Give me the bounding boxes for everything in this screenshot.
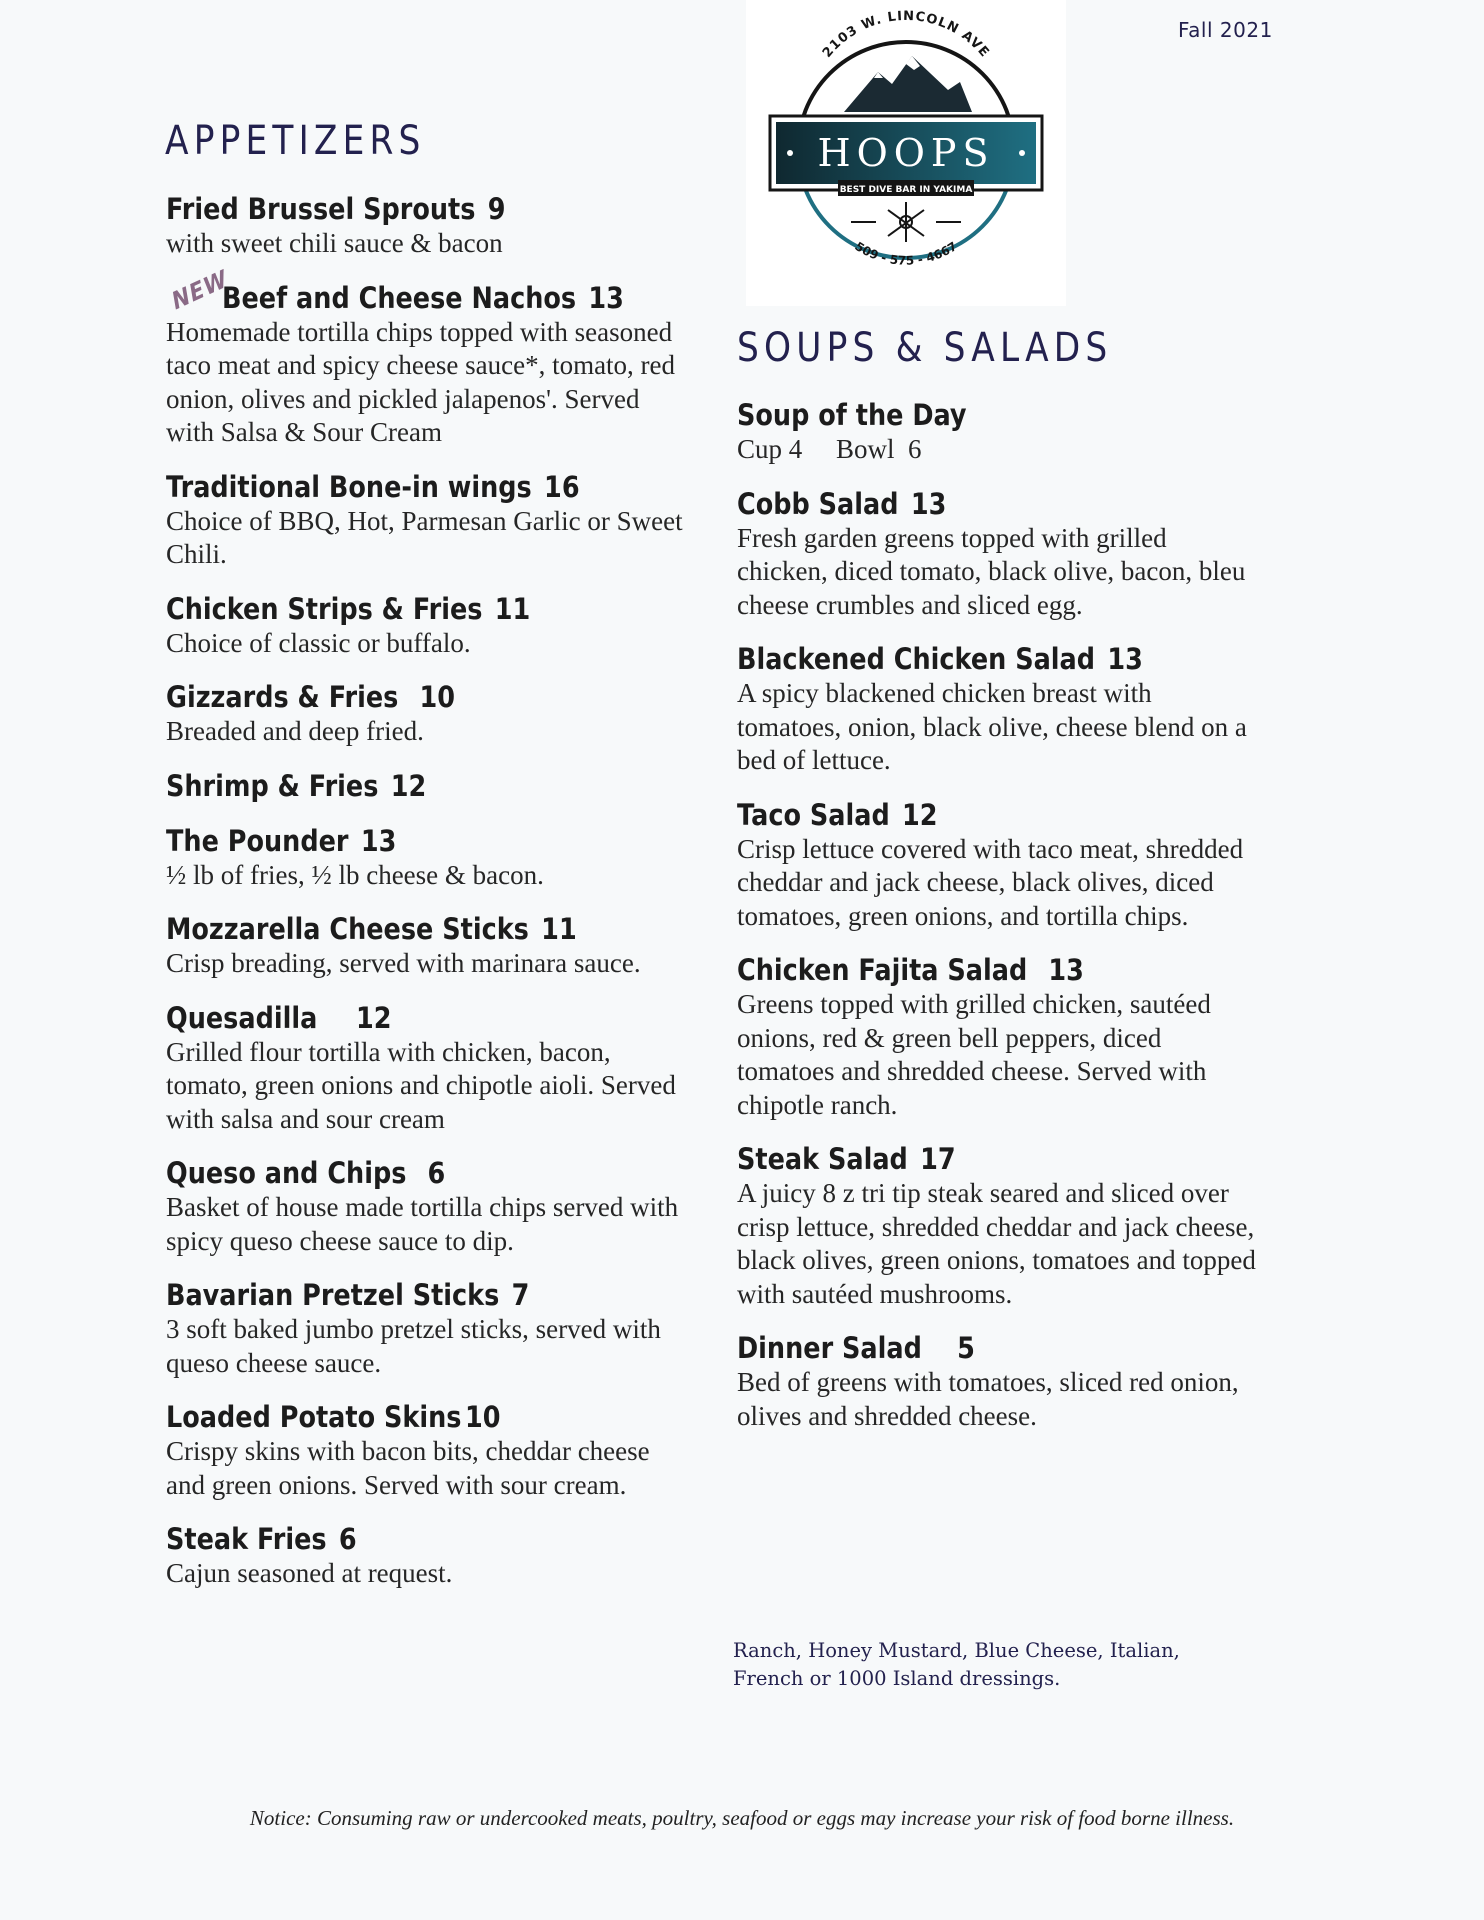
menu-item: [166, 824, 686, 893]
item-name: Traditional Bone-in wings: [166, 469, 532, 504]
item-name: Dinner Salad: [737, 1331, 922, 1365]
item-description: Crisp lettuce covered with taco meat, shredded cheddar and jack cheese, black olives, diced tomatoes, green onions, and tortilla chips.: [737, 833, 1244, 931]
menu-item: [166, 192, 686, 261]
menu-item: [737, 1142, 1257, 1311]
menu-item: [166, 470, 686, 572]
item-name: Blackened Chicken Salad: [737, 642, 1096, 676]
item-description: Fresh garden greens topped with grilled chicken, diced tomato, black olive, bacon, bleu cheese crumbles and sliced egg.: [737, 522, 1246, 620]
item-description: A juicy 8 z tri tip steak seared and sliced over crisp lettuce, shredded cheddar and jack cheese, black olives, green onions, tomatoes and topped with sautéed mushrooms.: [737, 1178, 1256, 1309]
food-safety-notice: Notice: Consuming raw or undercooked meats, poultry, seafood or eggs may increase your risk of food borne illness.: [249, 1806, 1235, 1830]
item-description: Cajun seasoned at request.: [166, 1558, 453, 1588]
item-description: Choice of classic or buffalo.: [166, 627, 471, 658]
logo-name: HOOPS: [817, 131, 995, 175]
menu-item: [166, 1278, 686, 1380]
soups-salads-list: [737, 398, 1257, 1453]
item-description: with sweet chili sauce & bacon: [166, 228, 503, 258]
item-name: Steak Fries: [166, 1522, 327, 1556]
item-name: Shrimp & Fries: [166, 768, 379, 803]
item-description: Greens topped with grilled chicken, sautéed onions, red & green bell peppers, diced tomatoes and shredded cheese. Served with chipotle ranch.: [737, 989, 1211, 1120]
item-price: 17: [920, 1142, 956, 1176]
item-price: 13: [910, 486, 947, 521]
appetizers-list: [166, 192, 686, 1611]
item-description: ½ lb of fries, ½ lb cheese & bacon.: [166, 859, 544, 890]
logo-address: 2103 W. LINCOLN AVE: [819, 8, 993, 61]
menu-item: [737, 1331, 1257, 1433]
item-price: 7: [511, 1278, 530, 1312]
hoops-logo: [746, 0, 1066, 306]
appetizers-heading: APPETIZERS: [165, 118, 426, 164]
item-description: A spicy blackened chicken breast with tomatoes, onion, black olive, cheese blend on a bed of lettuce.: [737, 678, 1247, 775]
item-name: Quesadilla: [166, 1000, 318, 1035]
item-name: Steak Salad: [737, 1142, 908, 1176]
new-badge: NEW: [168, 264, 232, 315]
item-name: Queso and Chips: [166, 1156, 407, 1190]
item-price: 12: [356, 1000, 392, 1035]
menu-item: [166, 592, 686, 661]
menu-item: [166, 680, 686, 749]
item-name: Beef and Cheese Nachos: [222, 280, 577, 315]
menu-item: [166, 1156, 686, 1258]
item-price: 13: [360, 823, 397, 858]
item-description: 3 soft baked jumbo pretzel sticks, served with queso cheese sauce.: [166, 1314, 661, 1378]
item-description: Cup 4 Bowl 6: [737, 434, 922, 464]
menu-item: [166, 1522, 686, 1591]
menu-item: [166, 264, 686, 450]
item-price: 11: [541, 912, 577, 946]
item-description: Crispy skins with bacon bits, cheddar cheese and green onions. Served with sour cream.: [166, 1436, 650, 1500]
item-name: Chicken Fajita Salad: [737, 953, 1028, 987]
item-price: 13: [1048, 953, 1084, 987]
item-price: 6: [338, 1522, 357, 1556]
item-name: Mozzarella Cheese Sticks: [166, 912, 529, 946]
item-description: Crisp breading, served with marinara sauce.: [166, 948, 641, 978]
dressings-note: Ranch, Honey Mustard, Blue Cheese, Italian, French or 1000 Island dressings.: [733, 1639, 1180, 1690]
item-price: 10: [464, 1400, 501, 1434]
item-name: The Pounder: [166, 823, 349, 858]
menu-item: [737, 798, 1257, 934]
season-label: Fall 2021: [1178, 18, 1273, 42]
item-description: Homemade tortilla chips topped with seasoned taco meat and spicy cheese sauce*, tomato, red onion, olives and pickled jalapenos'. Served with Salsa & Sour Cream: [166, 316, 676, 447]
item-description: Basket of house made tortilla chips served with spicy queso cheese sauce to dip.: [166, 1192, 679, 1256]
menu-item: [737, 642, 1257, 778]
item-price: 13: [588, 280, 624, 315]
item-price: 11: [494, 591, 531, 626]
soups-salads-heading: SOUPS & SALADS: [737, 325, 1113, 371]
item-description: Breaded and deep fried.: [166, 716, 424, 746]
item-name: Fried Brussel Sprouts: [166, 192, 476, 226]
menu-item: [166, 912, 686, 981]
item-description: Choice of BBQ, Hot, Parmesan Garlic or Sweet Chili.: [166, 505, 683, 569]
logo-phone: 509 - 575 - 4667: [852, 239, 960, 268]
item-price: 12: [390, 768, 427, 803]
item-name: Bavarian Pretzel Sticks: [166, 1278, 500, 1312]
item-description: Grilled flour tortilla with chicken, bacon, tomato, green onions and chipotle aioli. Served with salsa and sour cream: [166, 1036, 676, 1134]
item-price: 12: [902, 797, 938, 832]
item-price: 16: [544, 469, 580, 504]
item-price: 10: [419, 680, 455, 714]
item-price: 5: [957, 1331, 975, 1365]
item-name: Cobb Salad: [737, 486, 899, 521]
item-name: Gizzards & Fries: [166, 680, 399, 714]
item-price: 13: [1107, 642, 1143, 676]
item-name: Chicken Strips & Fries: [166, 591, 483, 626]
logo-tagline: BEST DIVE BAR IN YAKIMA: [839, 185, 973, 195]
menu-item: [166, 769, 686, 804]
item-name: Taco Salad: [737, 797, 890, 832]
item-price: 9: [487, 192, 506, 226]
menu-item: [737, 398, 1257, 467]
item-name: Loaded Potato Skins: [166, 1400, 462, 1434]
item-description: Bed of greens with tomatoes, sliced red onion, olives and shredded cheese.: [737, 1367, 1239, 1431]
menu-item: [166, 1001, 686, 1137]
item-price: 6: [427, 1156, 446, 1190]
menu-item: [737, 487, 1257, 623]
item-name: Soup of the Day: [737, 398, 967, 432]
menu-item: [737, 953, 1257, 1122]
menu-item: [166, 1400, 686, 1502]
